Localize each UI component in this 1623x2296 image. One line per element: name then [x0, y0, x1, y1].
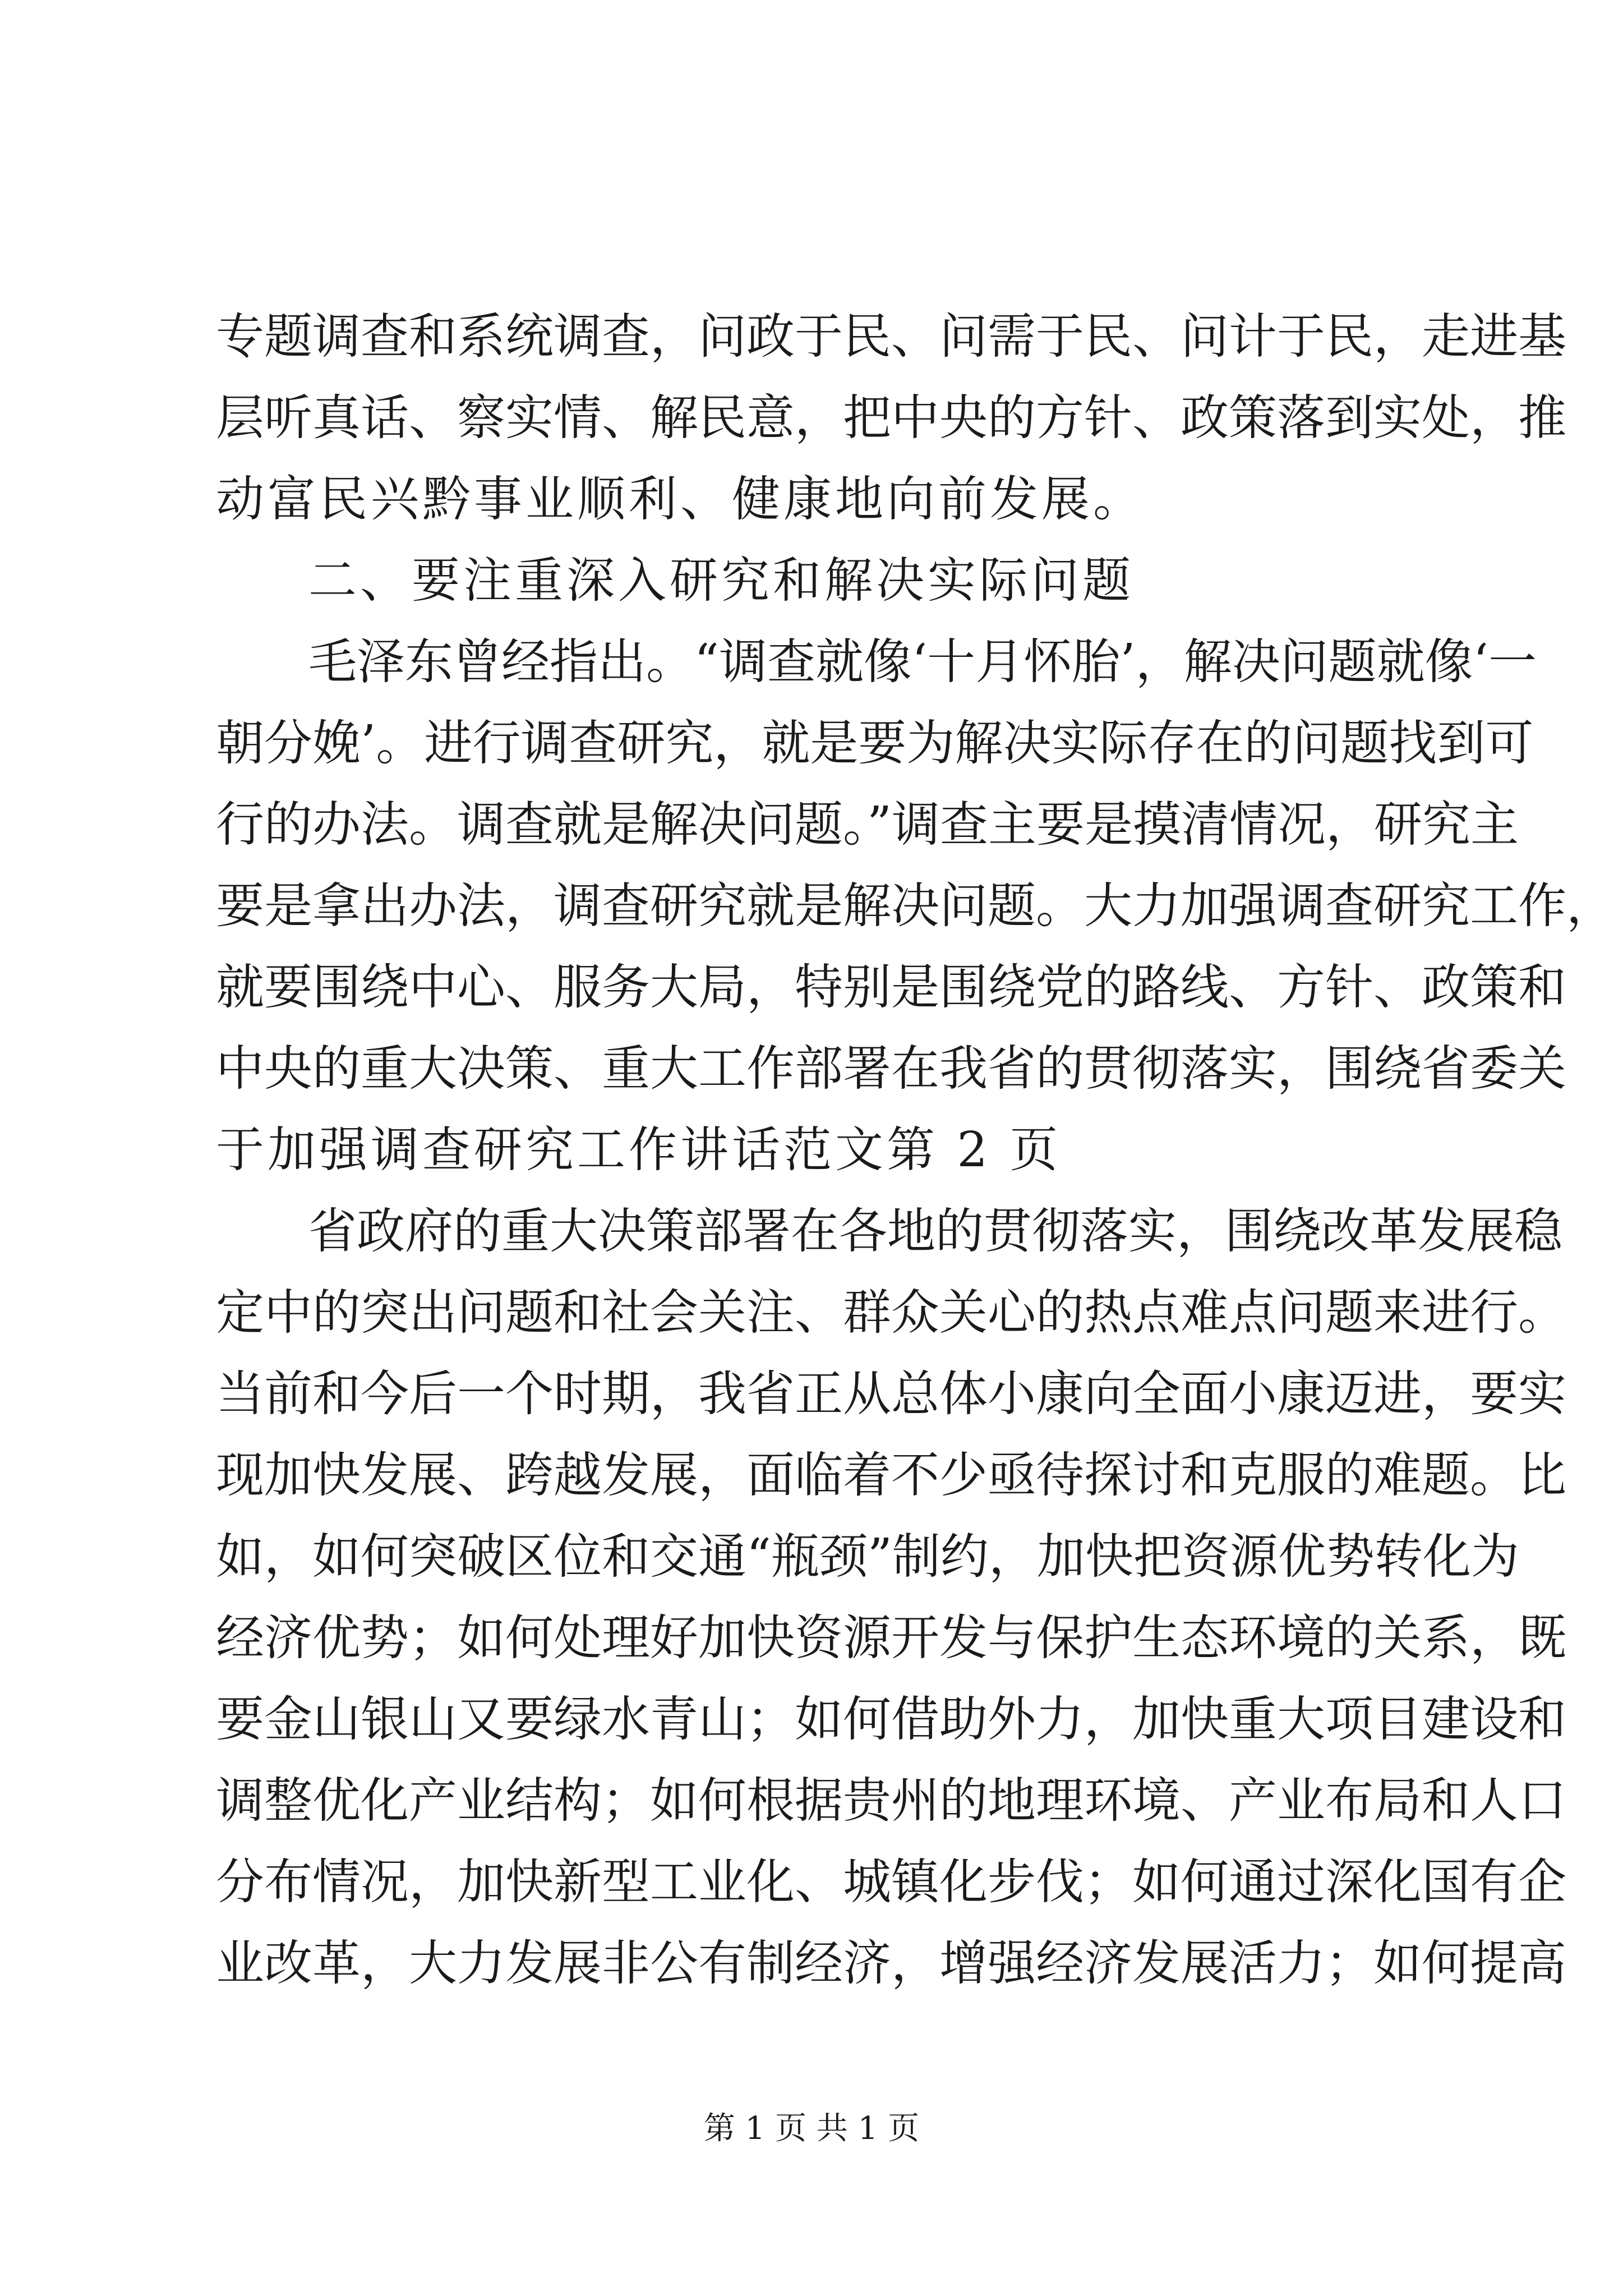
paragraph-line: 就要围绕中心、服务大局，特别是围绕党的路线、方针、政策和	[216, 959, 1566, 1015]
paragraph-line: 中央的重大决策、重大工作部署在我省的贯彻落实，围绕省委关	[216, 1041, 1566, 1097]
paragraph-line: 分布情况，加快新型工业化、城镇化步伐；如何通过深化国有企	[216, 1854, 1566, 1910]
paragraph-line: 专题调查和系统调查，问政于民、问需于民、问计于民，走进基	[216, 309, 1566, 365]
paragraph-line: 行的办法。调查就是解决问题。”调查主要是摸清情况，研究主	[216, 797, 1519, 853]
paragraph-line: 当前和今后一个时期，我省正从总体小康向全面小康迈进，要实	[216, 1366, 1566, 1422]
paragraph-line: 朝分娩’。进行调查研究，就是要为解决实际存在的问题找到可	[216, 715, 1534, 771]
paragraph-line: 层听真话、察实情、解民意，把中央的方针、政策落到实处，推	[216, 390, 1566, 446]
paragraph-line: 要是拿出办法，调查研究就是解决问题。大力加强调查研究工作，	[216, 878, 1615, 934]
paragraph-line: 调整优化产业结构；如何根据贵州的地理环境、产业布局和人口	[216, 1773, 1566, 1829]
section-heading: 二、要注重深入研究和解决实际问题	[308, 553, 1134, 609]
paragraph-line: 毛泽东曾经指出。“调查就像‘十月怀胎’，解决问题就像‘一	[308, 634, 1537, 690]
paragraph-line: 业改革，大力发展非公有制经济，增强经济发展活力；如何提高	[216, 1935, 1566, 1991]
paragraph-line: 于加强调查研究工作讲话范文第 2 页	[216, 1122, 1062, 1178]
paragraph-line: 定中的突出问题和社会关注、群众关心的热点难点问题来进行。	[216, 1285, 1566, 1341]
paragraph-line: 如，如何突破区位和交通“瓶颈”制约，加快把资源优势转化为	[216, 1529, 1519, 1585]
paragraph-line: 省政府的重大决策部署在各地的贯彻落实，围绕改革发展稳	[308, 1203, 1562, 1259]
paragraph-line: 动富民兴黔事业顺利、健康地向前发展。	[216, 471, 1145, 527]
paragraph-line: 现加快发展、跨越发展，面临着不少亟待探讨和克服的难题。比	[216, 1447, 1566, 1503]
paragraph-line: 经济优势；如何处理好加快资源开发与保护生态环境的关系，既	[216, 1610, 1566, 1666]
page-footer: 第 1 页 共 1 页	[703, 2110, 920, 2147]
paragraph-line: 要金山银山又要绿水青山；如何借助外力，加快重大项目建设和	[216, 1691, 1566, 1747]
